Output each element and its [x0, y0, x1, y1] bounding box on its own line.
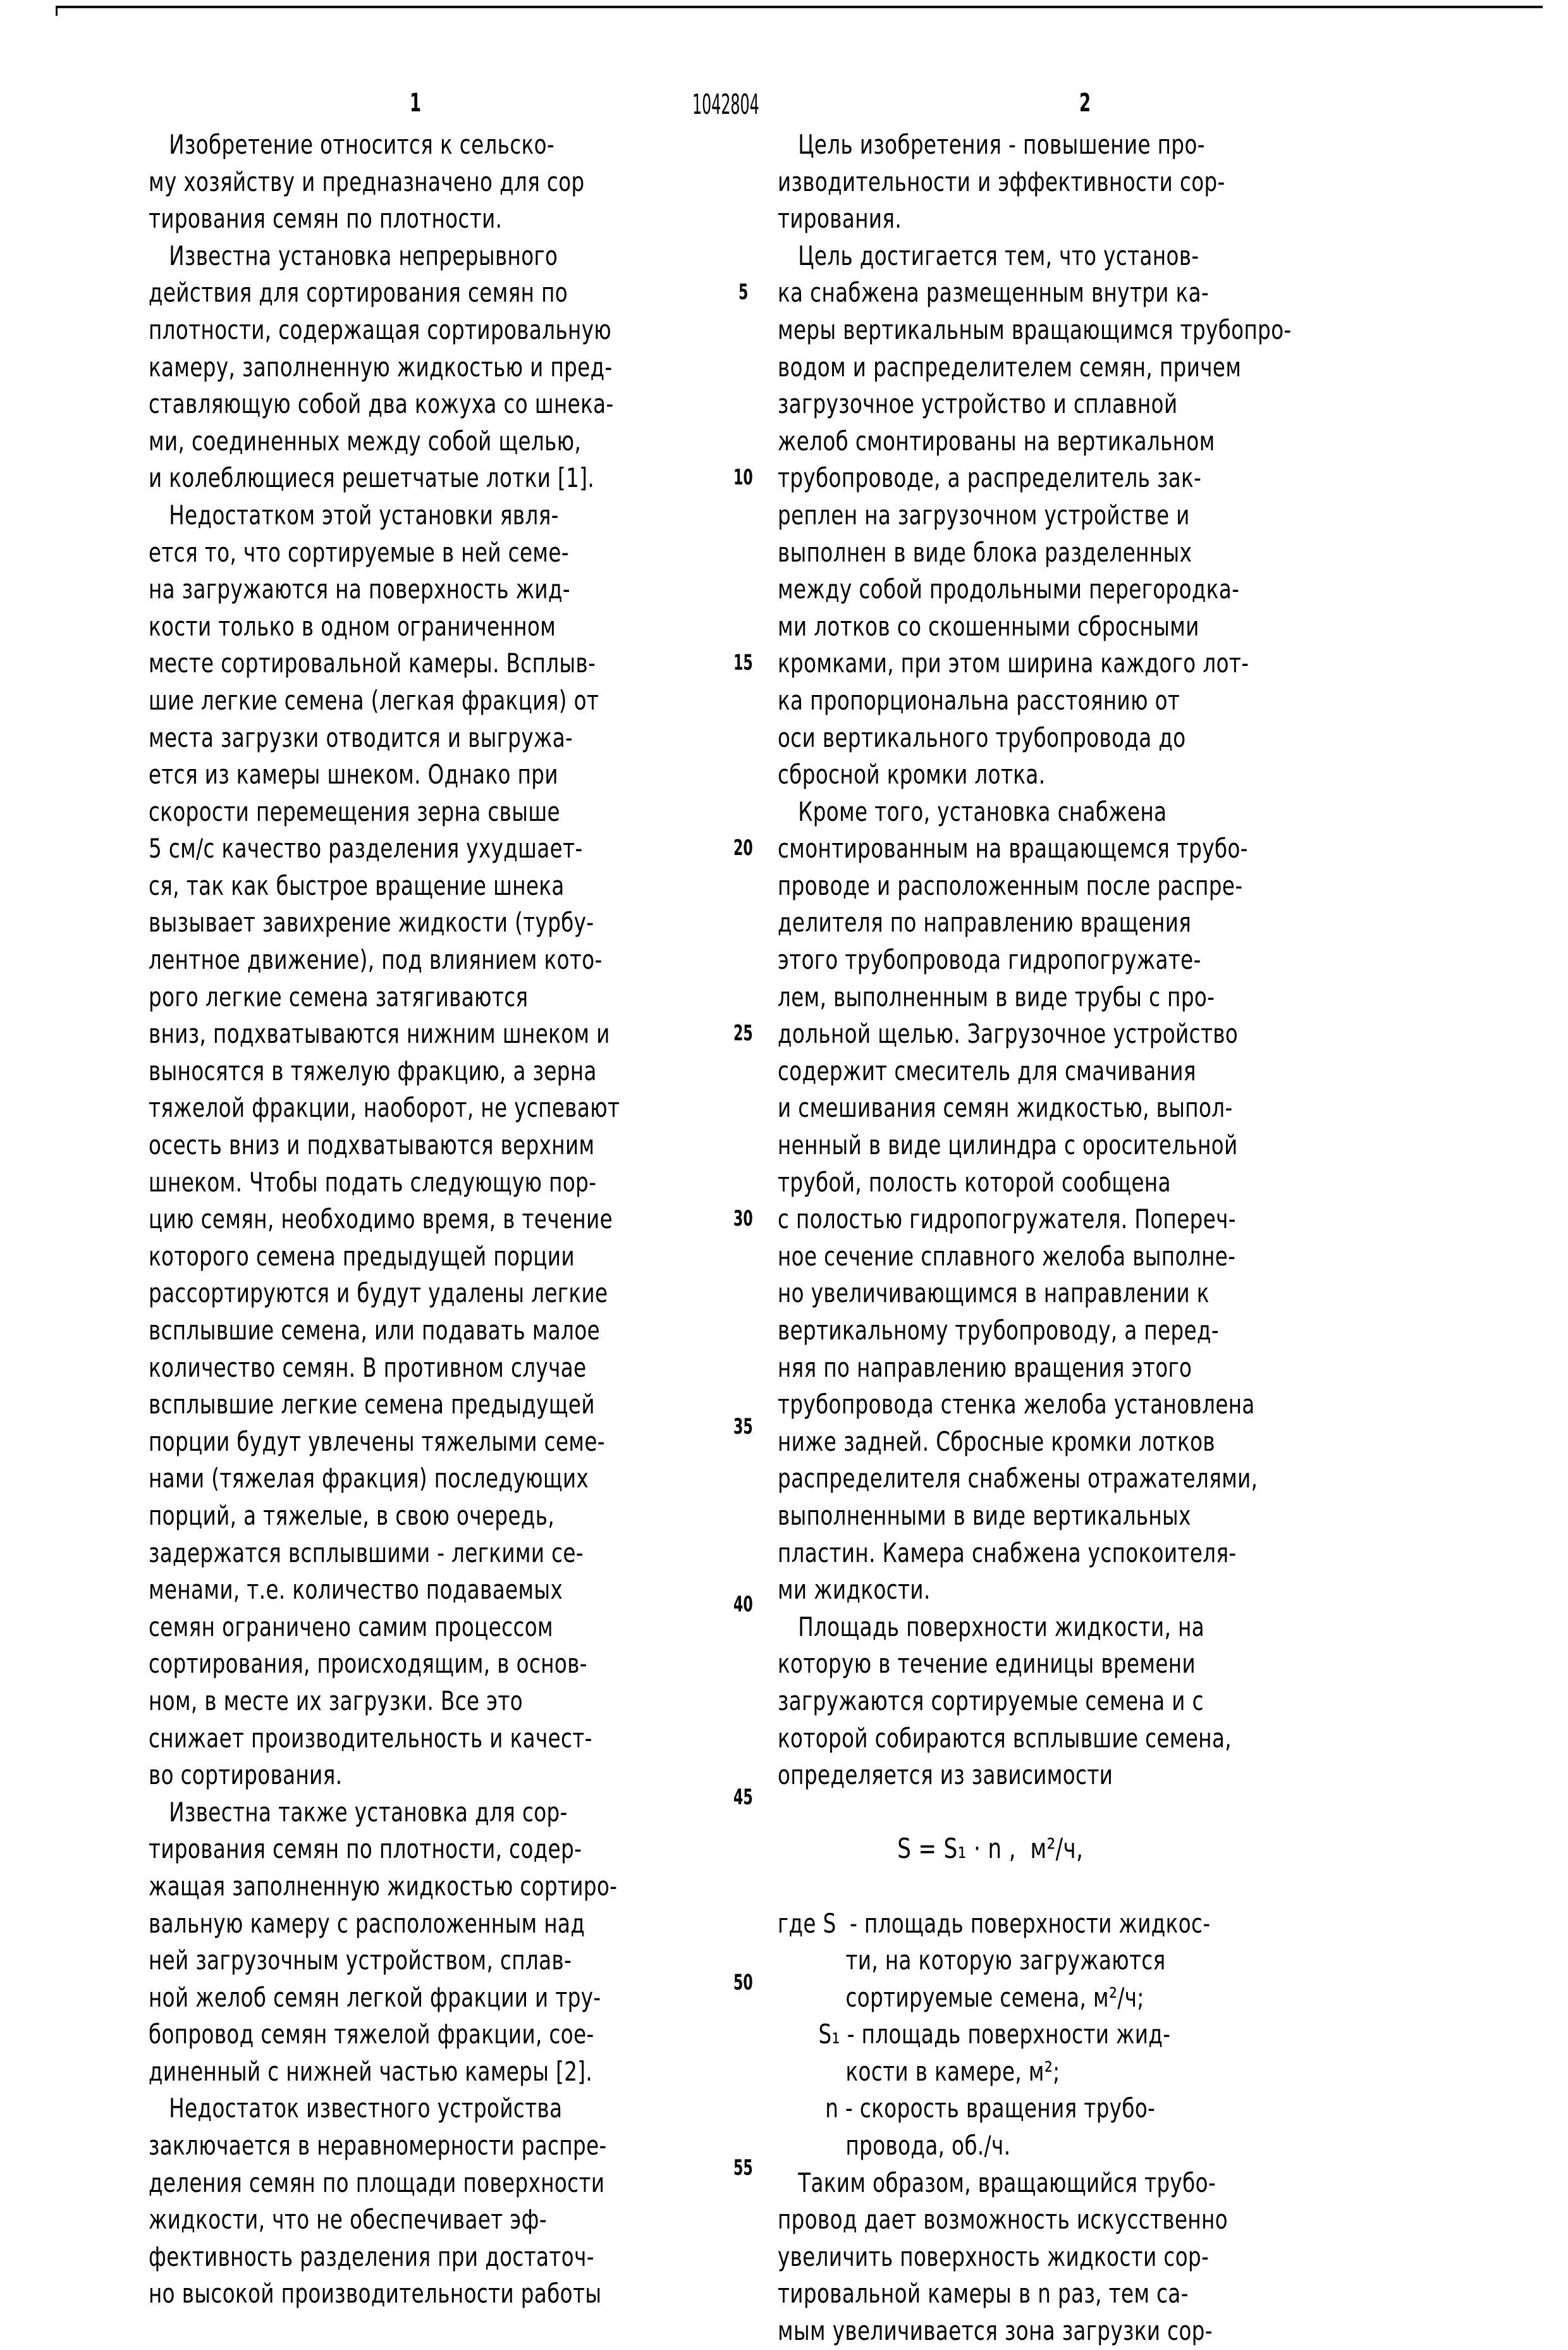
margin-line-number: 45 [733, 1784, 753, 1810]
text-line: ненный в виде цилиндра с оросительной [778, 1129, 1238, 1161]
text-line: которую в течение единицы времени [778, 1648, 1196, 1680]
spacer [778, 1794, 1292, 1831]
margin-line-number: 20 [733, 835, 753, 861]
top-border-tick [56, 8, 58, 16]
text-line: цию семян, необходимо время, в течение [149, 1203, 613, 1235]
text-line: Недостатком этой установки явля- [149, 499, 559, 531]
margin-line-number: 25 [733, 1021, 753, 1047]
text-line: порции будут увлечены тяжелыми семе- [149, 1425, 605, 1457]
text-line: дольной щелью. Загрузочное устройство [778, 1018, 1239, 1050]
top-border-rule [56, 6, 1543, 8]
text-line: ка снабжена размещенным внутри ка- [778, 277, 1210, 309]
text-line: рого легкие семена затягиваются [149, 981, 529, 1012]
spacer [778, 1868, 1292, 1905]
text-line: смонтированным на вращающемся трубо- [778, 833, 1248, 864]
text-line: но высокой производительности работы [149, 2278, 602, 2310]
text-line: Известна установка непрерывного [149, 240, 558, 271]
text-line: этого трубопровода гидропогружате- [778, 944, 1201, 976]
text-line: тирования семян по плотности. [149, 203, 503, 235]
text-line: сортирования, происходящим, в основ- [149, 1648, 587, 1680]
text-line: ное сечение сплавного желоба выполне- [778, 1240, 1236, 1272]
margin-line-number: 10 [733, 465, 753, 491]
text-line: выносятся в тяжелую фракцию, а зерна [149, 1055, 597, 1086]
margin-line-number: 15 [733, 650, 753, 676]
text-line: ставляющую собой два кожуха со шнека- [149, 388, 614, 420]
column-number-right: 2 [1079, 89, 1091, 118]
text-line: Недостаток известного устройства [149, 2093, 563, 2124]
text-line: тирования семян по плотности, содер- [149, 1833, 582, 1865]
text-line: реплен на загрузочном устройстве и [778, 499, 1190, 531]
text-line: ка пропорциональна расстоянию от [778, 684, 1180, 716]
formula: S = S₁ · n , м²/ч, [897, 1833, 1084, 1866]
text-line: выполненными в виде вертикальных [778, 1499, 1191, 1531]
text-line: плотности, содержащая сортировальную [149, 314, 612, 345]
text-line: загрузочное устройство и сплавной [778, 388, 1178, 420]
text-line: осесть вниз и подхватываются верхним [149, 1129, 595, 1161]
text-line: ном, в месте их загрузки. Все это [149, 1685, 524, 1716]
margin-line-number: 50 [733, 1969, 753, 1995]
text-line: водом и распределителем семян, причем [778, 351, 1242, 383]
text-line: провода, об./ч. [778, 2130, 1011, 2162]
text-line: кромками, при этом ширина каждого лот- [778, 648, 1249, 679]
text-line: провод дает возможность искусственно [778, 2204, 1228, 2236]
text-line: Площадь поверхности жидкости, на [778, 1611, 1205, 1642]
text-line: количество семян. В противном случае [149, 1351, 587, 1383]
text-line: рассортируются и будут удалены легкие [149, 1277, 608, 1309]
text-line: шие легкие семена (легкая фракция) от [149, 684, 599, 716]
text-line: Таким образом, вращающийся трубо- [778, 2167, 1216, 2198]
text-line: ся, так как быстрое вращение шнека [149, 870, 565, 901]
text-line: которой собираются всплывшие семена, [778, 1722, 1232, 1754]
column-number-left: 1 [410, 89, 422, 118]
text-line: камеру, заполненную жидкостью и пред- [149, 351, 613, 383]
text-line: но увеличивающимся в направлении к [778, 1277, 1210, 1309]
text-line: загружаются сортируемые семена и с [778, 1685, 1204, 1716]
text-line: снижает производительность и качест- [149, 1722, 592, 1754]
text-line: S₁ - площадь поверхности жид- [778, 2019, 1171, 2050]
text-line: му хозяйству и предназначено для сор [149, 166, 585, 197]
text-line: распределителя снабжены отражателями, [778, 1463, 1258, 1494]
text-line: ми, соединенных между собой щелью, [149, 425, 582, 457]
text-line: между собой продольными перегородка- [778, 574, 1240, 605]
text-line: n - скорость вращения трубо- [778, 2093, 1156, 2124]
margin-line-number: 55 [733, 2155, 753, 2181]
text-line: с полостью гидропогружателя. Попереч- [778, 1203, 1236, 1235]
text-line: вниз, подхватываются нижним шнеком и [149, 1018, 610, 1050]
text-line: которого семена предыдущей порции [149, 1240, 575, 1272]
text-line: жащая заполненную жидкостью сортиро- [149, 1870, 618, 1902]
text-line: всплывшие легкие семена предыдущей [149, 1389, 595, 1420]
text-line: нами (тяжелая фракция) последующих [149, 1463, 589, 1494]
text-line: скорости перемещения зерна свыше [149, 796, 560, 827]
text-line: определяется из зависимости [778, 1759, 1113, 1791]
text-line: лентное движение), под влиянием кото- [149, 944, 603, 976]
text-line: кости в камере, м²; [778, 2055, 1060, 2087]
text-line: задержатся всплывшими - легкими се- [149, 1537, 584, 1568]
text-line: мым увеличивается зона загрузки сор- [778, 2315, 1213, 2347]
text-line: Цель достигается тем, что установ- [778, 240, 1199, 271]
text-line: ней загрузочным устройством, сплав- [149, 1945, 572, 1976]
text-line: месте сортировальной камеры. Всплыв- [149, 648, 596, 679]
text-line: ми жидкости. [778, 1574, 931, 1606]
text-line: изводительности и эффективности сор- [778, 166, 1225, 197]
right-text-column [778, 126, 1292, 2350]
text-line: тировальной камеры в n раз, тем са- [778, 2278, 1189, 2310]
text-line: на загружаются на поверхность жид- [149, 574, 571, 605]
text-line: няя по направлению вращения этого [778, 1351, 1192, 1383]
text-line: вертикальному трубопроводу, а перед- [778, 1315, 1220, 1346]
text-line: Известна также установка для сор- [149, 1796, 568, 1828]
text-line: Изобретение относится к сельско- [149, 129, 555, 160]
text-line: трубой, полость которой сообщена [778, 1166, 1171, 1198]
text-line: увеличить поверхность жидкости сор- [778, 2241, 1210, 2272]
text-line: ниже задней. Сбросные кромки лотков [778, 1425, 1215, 1457]
text-line: жидкости, что не обеспечивает эф- [149, 2204, 547, 2236]
text-line: тирования. [778, 203, 902, 235]
margin-line-number: 35 [733, 1413, 753, 1439]
text-line: ти, на которую загружаются [778, 1945, 1166, 1976]
text-line: и смешивания семян жидкостью, выпол- [778, 1092, 1233, 1124]
margin-line-number: 30 [733, 1206, 753, 1232]
text-line: всплывшие семена, или подавать малое [149, 1315, 601, 1346]
text-line: места загрузки отводится и выгружа- [149, 722, 573, 753]
text-line: проводе и расположенным после распре- [778, 870, 1243, 901]
text-line: выполнен в виде блока разделенных [778, 536, 1192, 568]
text-line: сбросной кромки лотка. [778, 759, 1046, 791]
text-line: желоб смонтированы на вертикальном [778, 425, 1215, 457]
text-line: вызывает завихрение жидкости (турбу- [149, 907, 594, 938]
text-line: трубопроводе, а распределитель зак- [778, 462, 1202, 494]
text-line: меры вертикальным вращающимся трубопро- [778, 314, 1292, 345]
margin-line-number: 40 [733, 1591, 753, 1617]
text-line: менами, т.е. количество подаваемых [149, 1574, 563, 1606]
text-line: кости только в одном ограниченном [149, 610, 556, 642]
text-line: оси вертикального трубопровода до [778, 722, 1186, 753]
text-line: ной желоб семян легкой фракции и тру- [149, 1981, 601, 2013]
text-line: заключается в неравномерности распре- [149, 2130, 607, 2162]
text-line: ется из камеры шнеком. Однако при [149, 759, 558, 791]
text-line: деления семян по площади поверхности [149, 2167, 605, 2198]
text-line: диненный с нижней частью камеры [2]. [149, 2055, 593, 2087]
text-line: шнеком. Чтобы подать следующую пор- [149, 1166, 597, 1198]
text-line: делителя по направлению вращения [778, 907, 1192, 938]
left-text-column [149, 126, 620, 2313]
text-line: во сортирования. [149, 1759, 343, 1791]
text-line: Цель изобретения - повышение про- [778, 129, 1205, 160]
text-line: лем, выполненным в виде трубы с про- [778, 981, 1215, 1012]
text-line: 5 см/с качество разделения ухудшает- [149, 833, 583, 864]
text-line: содержит смеситель для смачивания [778, 1055, 1196, 1086]
text-line: ми лотков со скошенными сбросными [778, 610, 1199, 642]
text-line: порций, а тяжелые, в свою очередь, [149, 1499, 555, 1531]
text-line: бопровод семян тяжелой фракции, сое- [149, 2019, 594, 2050]
text-line: тяжелой фракции, наоборот, не успевают [149, 1092, 620, 1124]
patent-number: 1042804 [692, 89, 759, 121]
text-line: сортируемые семена, м²/ч; [778, 1981, 1144, 2013]
text-line: Кроме того, установка снабжена [778, 796, 1167, 827]
text-line: трубопровода стенка желоба установлена [778, 1389, 1255, 1420]
text-line: фективность разделения при достаточ- [149, 2241, 594, 2272]
text-line: семян ограничено самим процессом [149, 1611, 554, 1642]
text-line: вальную камеру с расположенным над [149, 1907, 585, 1939]
text-line: где S - площадь поверхности жидкос- [778, 1907, 1211, 1939]
text-line: действия для сортирования семян по [149, 277, 568, 309]
text-line: ется то, что сортируемые в ней семе- [149, 536, 569, 568]
margin-line-number: 5 [738, 280, 749, 305]
text-line: пластин. Камера снабжена успокоителя- [778, 1537, 1237, 1568]
text-line: и колеблющиеся решетчатые лотки [1]. [149, 462, 595, 494]
